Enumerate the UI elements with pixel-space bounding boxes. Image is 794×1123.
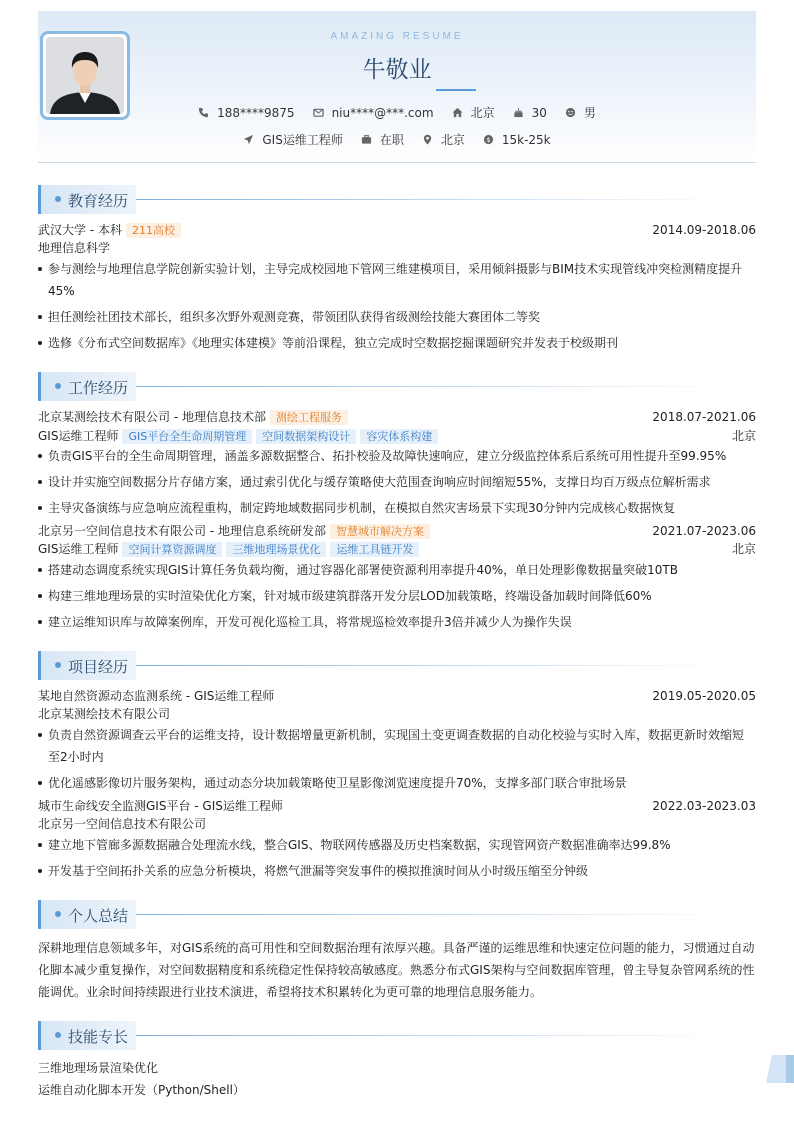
gender-text: 男 [583,106,596,120]
job-period: 2021.07-2023.06 [652,524,756,538]
section-title-box [38,185,136,214]
section-divider [136,665,726,666]
list-item: 优化遥感影像切片服务架构，通过动态分块加载策略使卫星影像浏览速度提升70%，支撑多部门联合审批场景 [38,772,756,794]
list-item: 设计并实施空间数据分片存储方案，通过索引优化与缓存策略使大范围查询响应时间缩短55%，支撑日均百万级点位解析需求 [38,471,756,493]
skill-tag: 空间计算资源调度 [122,542,222,557]
job-city: 北京 [731,542,756,556]
project-company: 北京另一空间信息技术有限公司 [38,817,207,831]
skill-tag: 三维地理场景优化 [226,542,326,557]
age-text: 30 [531,105,547,120]
list-item: 构建三维地理场景的实时渲染优化方案，针对城市级建筑群落开发分层LOD加载策略，终端设备加载时间降低60% [38,585,756,607]
section-dot [55,1032,61,1038]
section-divider [136,199,726,200]
list-item: 建立运维知识库与故障案例库，开发可视化巡检工具，将常规巡检效率提升3倍并减少人为操作失误 [38,611,756,633]
company-name: 北京另一空间信息技术有限公司 - 地理信息系统研发部 [38,524,326,538]
section-title-box [38,372,136,401]
contact-row [38,104,756,121]
list-item: 担任测绘社团技术部长，组织多次野外观测竞赛，带领团队获得省级测绘技能大赛团体二等奖 [38,306,756,328]
list-item: 选修《分布式空间数据库》《地理实体建模》等前沿课程，独立完成时空数据挖掘课题研究并发表于校级期刊 [38,332,756,354]
list-item: 负责自然资源调查云平台的运维支持，设计数据增量更新机制，实现国土变更调查数据的自动化校验与实时入库，数据更新时效缩短 [38,724,756,746]
resume-eyebrow: AMAZING RESUME [330,31,464,42]
section-projects [38,651,756,680]
job-city: 北京 [731,429,756,443]
project-entry-header [38,688,756,705]
industry-tag: 智慧城市解决方案 [330,524,430,539]
section-divider [136,914,726,915]
location-pin-icon [422,134,433,145]
industry-tag: 测绘工程服务 [270,410,348,425]
skill-tag: 容灾体系构建 [360,429,438,444]
email-item [313,106,434,120]
section-dot [55,911,61,917]
name-underline [436,89,476,91]
project-name: 城市生命线安全监测GIS平台 - GIS运维工程师 [38,799,283,813]
job-title-text: GIS运维工程师 [262,133,343,147]
section-title-text: 个人总结 [68,907,129,925]
section-dot [55,196,61,202]
list-item: 负责GIS平台的全生命周期管理，涵盖多源数据整合、拓扑校验及故障快速响应，建立分级监控体系后系统可用性提升至99.95% [38,445,756,467]
section-education [38,185,756,214]
location-item [422,131,465,148]
job-role-row [38,428,756,445]
status-text: 在职 [379,133,404,147]
section-title-text: 项目经历 [68,658,129,676]
education-major: 地理信息科学 [38,241,111,255]
candidate-name: 牛敬业 [362,57,432,83]
section-divider [136,1035,726,1036]
section-title-text: 工作经历 [68,379,129,397]
job-intent-row [38,131,756,148]
briefcase-icon [361,134,372,145]
home-icon [452,107,463,118]
job-role-row [38,541,756,558]
age-item [513,106,547,120]
svg-text:$: $ [486,135,491,144]
salary-text: 15k-25k [501,132,551,147]
money-icon [483,134,494,145]
section-title-text: 技能专长 [68,1028,129,1046]
school-tag: 211高校 [126,223,181,238]
job-title-item [243,131,342,148]
project-period: 2022.03-2023.03 [652,799,756,813]
school-name: 武汉大学 - 本科 [38,223,122,237]
phone-text: 188****9875 [217,105,295,120]
education-period: 2014.09-2018.06 [652,223,756,237]
list-item: 主导灾备演练与应急响应流程重构，制定跨地域数据同步机制，在模拟自然灾害场景下实现30分钟内完成核心数据恢复 [38,497,756,519]
smile-icon [565,107,576,118]
list-item-continuation: 至2小时内 [48,750,104,764]
section-title-text: 教育经历 [68,192,129,210]
job-entry-header [38,523,756,540]
send-icon [243,134,254,145]
section-dot [55,383,61,389]
section-skills [38,1021,756,1050]
summary-line: 化脚本减少重复操作，对空间数据精度和系统稳定性保持较高敏感度。熟悉分布式GIS架构与空间数据库管理，曾主导复杂管网系统的性 [38,963,755,977]
skill-tag: 空间数据架构设计 [256,429,356,444]
section-divider [136,386,726,387]
section-work [38,372,756,401]
project-entry-header [38,798,756,815]
resume-header [38,11,756,163]
section-summary [38,900,756,929]
cake-icon [513,107,524,118]
location-text: 北京 [440,133,465,147]
job-entry-header [38,409,756,426]
phone-item [198,106,294,120]
project-company: 北京某测绘技术有限公司 [38,707,171,721]
hometown-item [452,104,495,121]
summary-line: 能调优。业余时间持续跟进行业技术演进，希望将技术积累转化为更可靠的地理信息服务能力。 [38,985,543,999]
skill-item: 运维自动化脚本开发（Python/Shell） [38,1083,245,1097]
section-dot [55,662,61,668]
company-name: 北京某测绘技术有限公司 - 地理信息技术部 [38,410,266,424]
job-role: GIS运维工程师 [38,429,119,443]
corner-decoration [766,1055,794,1083]
project-name: 某地自然资源动态监测系统 - GIS运维工程师 [38,689,275,703]
gender-item [565,104,596,121]
phone-icon [198,107,209,118]
hometown-text: 北京 [470,106,495,120]
skill-tag: 运维工具链开发 [330,542,419,557]
section-title-box [38,651,136,680]
salary-item [483,133,551,147]
section-title-box [38,1021,136,1050]
list-item: 建立地下管廊多源数据融合处理流水线，整合GIS、物联网传感器及历史档案数据，实现管网资产数据准确率达99.8% [38,834,756,856]
mail-icon [313,107,324,118]
email-text: niu****@***.com [331,105,434,120]
list-item: 开发基于空间拓扑关系的应急分析模块，将燃气泄漏等突发事件的模拟推演时间从小时级压缩至分钟级 [38,860,756,882]
status-item [361,131,404,148]
list-item: 搭建动态调度系统实现GIS计算任务负载均衡，通过容器化部署使资源利用率提升40%，单日处理影像数据量突破10TB [38,559,756,581]
education-entry-header [38,222,756,239]
job-period: 2018.07-2021.06 [652,410,756,424]
list-item: 参与测绘与地理信息学院创新实验计划，主导完成校园地下管网三维建模项目，采用倾斜摄影与BIM技术实现管线冲突检测精度提升 [38,258,756,280]
project-period: 2019.05-2020.05 [652,689,756,703]
summary-line: 深耕地理信息领域多年，对GIS系统的高可用性和空间数据治理有浓厚兴趣。具备严谨的运维思维和快速定位问题的能力，习惯通过自动 [38,941,755,955]
skill-tag: GIS平台全生命周期管理 [122,429,252,444]
skill-item: 三维地理场景渲染优化 [38,1061,159,1075]
section-title-box [38,900,136,929]
job-role: GIS运维工程师 [38,542,119,556]
list-item-continuation: 45% [48,284,75,298]
